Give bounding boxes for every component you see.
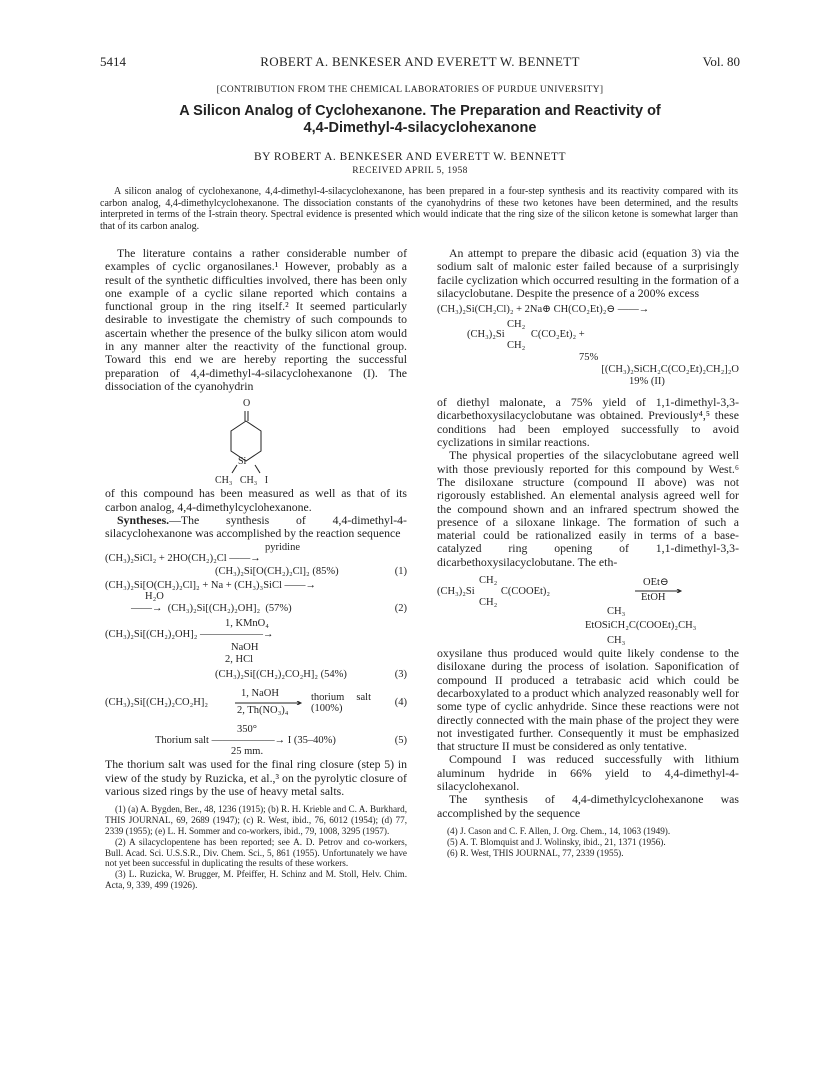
article-title	[100, 103, 740, 137]
left-column	[105, 247, 407, 891]
running-authors: ROBERT A. BENKESER AND EVERETT W. BENNETT	[260, 54, 580, 69]
eq2-number: (2)	[394, 603, 407, 615]
footnote-2: (2) A silacyclopentene has been reported; see A. D. Petrov and co-workers, Bull. Acad. Sci. U.S.S.R., Div. Chem. Sci., 5, 861 (1955). Unfortunately we have not yet been successful in duplicating the results of these workers.	[105, 836, 407, 869]
eq4-product: thorium salt (100%)	[311, 692, 371, 715]
carbon-synthesis-paragraph: The synthesis of 4,4-dimethylcyclohexanone was accomplished by the sequence	[437, 792, 739, 820]
eq3-reactant: (CH₃)₂Si[(CH₂)₂OH]₂ ——————→	[105, 629, 274, 641]
footnotes-right	[437, 826, 739, 858]
eq3-product: (CH₃)₂Si[(CH₂)₂CO₂H]₂ (54%)	[215, 669, 347, 681]
silacyclobutane: (CH₃)₂Si C(CO₂Et)₂ +	[467, 329, 585, 341]
eq4-reactant: (CH₃)₂Si[(CH₂)₂CO₂H]₂	[105, 697, 209, 709]
eq1-number: (1)	[394, 566, 407, 578]
footnotes-left	[105, 804, 407, 890]
cyclization-reactants: (CH₃)₂Si(CH₂Cl)₂ + 2Na⊕ CH(CO₂Et)₂⊖ ——→	[437, 304, 650, 316]
ro-base: OEt⊖	[643, 577, 669, 589]
ro-ch2-top: CH₂	[479, 575, 498, 587]
received-date: RECEIVED APRIL 5, 1958	[352, 166, 468, 176]
syntheses-text: —The synthesis of 4,4-dimethyl-4-silacyclohexanone was accomplished by the reaction sequence	[105, 512, 407, 541]
ro-ch3-top: CH₃	[607, 606, 626, 618]
intro-paragraph: The literature contains a rather considerable number of examples of cyclic organosilanes.¹ However, probably as a result of the synthetic difficulties involved, there has been only one example of a cyclic silane reported which contains a functional group in the ring itself.² It seemed particularly desirable to investigate the chemistry of such compounds to ascertain whether the presence of the bulky silicon atom would in any manner alter the reactivity of the functional group. Toward this end we are hereby reporting the successful preparation of 4,4-dimethyl-4-silacyclohexanone (I). The dissociation of the cyanohydrin	[105, 246, 407, 393]
ring-ch2-top: CH₂	[507, 319, 526, 331]
equation-3	[105, 618, 407, 684]
syntheses-heading: Syntheses.	[117, 512, 170, 527]
equation-2	[105, 580, 407, 616]
ro-reactant: (CH₃)₂Si C(COOEt)₂	[437, 586, 551, 598]
structure-silicon: Si	[238, 456, 247, 468]
ring-opening-equation	[437, 575, 739, 647]
ring-ch2-bottom: CH₂	[507, 340, 526, 352]
contribution-note: [CONTRIBUTION FROM THE CHEMICAL LABORATORIES OF PURDUE UNIVERSITY]	[216, 85, 604, 95]
footnote-4: (4) J. Cason and C. F. Allen, J. Org. Chem., 14, 1063 (1949).	[447, 825, 671, 836]
ro-ch3-bottom: CH₃	[607, 635, 626, 647]
structure-I	[105, 399, 407, 487]
eq3-step2: 2, HCl	[225, 654, 254, 666]
properties-paragraph: The physical properties of the silacyclobutane agreed well with those previously reported for this compound by West.⁶ The disiloxane structure (compound II above) was not rigorously established. An elemental analysis agreed well for the compound shown and an infrared spectrum showed the presence of a siloxane linkage. The formation of such a material could be rationalized easily in terms of a base-catalyzed ring opening of 1,1-dimethyl-3,3-dicarbethoxysilacyclobutane. The eth-	[437, 448, 739, 569]
eq5-temperature: 350°	[237, 724, 257, 736]
eq3-number: (3)	[394, 669, 407, 681]
reduction-paragraph: Compound I was reduced successfully with lithium aluminum hydride in 66% yield to 4,4-dimethyl-4-silacyclohexanol.	[437, 752, 739, 794]
eq5-pressure: 25 mm.	[231, 746, 264, 758]
eq1-catalyst: pyridine	[265, 542, 300, 554]
title-line-1: A Silicon Analog of Cyclohexanone. The Preparation and Reactivity of	[179, 103, 661, 119]
page-number: 5414	[100, 54, 126, 69]
title-line-2: 4,4-Dimethyl-4-silacyclohexanone	[303, 120, 537, 136]
equation-1	[105, 544, 407, 578]
eq1-reactants: (CH₃)₂SiCl₂ + 2HO(CH₂)₂Cl ——→	[105, 553, 261, 565]
abstract: A silicon analog of cyclohexanone, 4,4-dimethyl-4-silacyclohexanone, has been prepared in a four-step synthesis and its reactivity compared with its carbon analog, 4,4-dimethylcyclohexanone. The dissociation constants of the cyanohydrins of these two ketones have been determined, and the results interpreted in terms of the I-strain theory. Spectral evidence is presented which would indicate that the ring size of the silicon ketone is somewhat larger than that of its carbon analog.	[100, 186, 738, 232]
eq3-step1: 1, KMnO₄	[225, 618, 269, 630]
footnote-3: (3) L. Ruzicka, W. Brugger, M. Pfeiffer, H. Schinz and M. Stoll, Helv. Chim. Acta, 9, 339, 499 (1926).	[105, 869, 407, 890]
ro-product: EtOSiCH₂C(COOEt)₂CH₃	[585, 620, 697, 632]
eq3-base: NaOH	[231, 642, 259, 654]
footnote-5: (5) A. T. Blomquist and J. Wolinsky, ibid., 21, 1371 (1956).	[447, 836, 666, 847]
ro-ch2-bottom: CH₂	[479, 597, 498, 609]
structure-methyls: CH₃ CH₃ I	[215, 475, 269, 487]
volume-number: Vol. 80	[702, 54, 740, 69]
eq5-number: (5)	[394, 735, 407, 747]
paragraph-dissociation: of this compound has been measured as well as that of its carbon analog, 4,4-dimethylcyclohexanone.	[105, 486, 407, 514]
malonic-paragraph: An attempt to prepare the dibasic acid (equation 3) via the sodium salt of malonic ester failed because of a surprisingly facile cyclization which occurred resulting in the formation of a silacyclobutane. Despite the presence of a 200% excess	[437, 246, 739, 300]
condensation-paragraph: oxysilane thus produced would quite likely condense to the disiloxane during the process of isolation. Saponification of compound II produced a tetrabasic acid which could be decarboxylated to a product which analyzed reasonably well for some type of cyclic anhydride. Since these reactions were not directly connected with the main phase of the project they were not investigated further. Consequently it must be emphasized that structure II must be considered as only tentative.	[437, 646, 740, 754]
eq2-product: ——→ (CH₃)₂Si[(CH₂)₂OH]₂ (57%)	[131, 603, 292, 615]
footnote-6: (6) R. West, THIS JOURNAL, 77, 2339 (1955).	[447, 847, 624, 858]
eq4-step2: 2, Th(NO₃)₄	[237, 705, 289, 717]
eq2-reactants: (CH₃)₂Si[O(CH₂)₂Cl]₂ + Na + (CH₃)₃SiCl ——→	[105, 580, 317, 592]
eq1-product: (CH₃)₂Si[O(CH₂)₂Cl]₂ (85%)	[215, 566, 339, 578]
cyclization-yield: 75%	[579, 352, 599, 364]
footnote-1: (1) (a) A. Bygden, Ber., 48, 1236 (1915); (b) R. H. Krieble and C. A. Burkhard, THIS JOURNAL, 69, 2689 (1947); (c) R. West, ibid., 76, 6012 (1954); (d) 77, 2339 (1955); (e) L. H. Sommer and co-workers, ibid., 79, 1008, 3295 (1957).	[105, 804, 407, 836]
thorium-paragraph: The thorium salt was used for the final ring closure (step 5) in view of the study by Ruzicka, et al.,³ on the pyrolytic closure of various sized rings by the use of heavy metal salts.	[105, 757, 407, 799]
disiloxane: [(CH₃)₂SiCH₂C(CO₂Et)₂CH₂]₂O	[601, 364, 739, 376]
eq4-step1: 1, NaOH	[241, 688, 279, 700]
disiloxane-yield: 19% (II)	[629, 376, 665, 388]
equation-5	[105, 724, 407, 758]
byline: BY ROBERT A. BENKESER AND EVERETT W. BENNETT	[253, 151, 567, 163]
right-column	[437, 247, 739, 858]
cyclization-equation	[437, 304, 739, 396]
ro-solvent: EtOH	[641, 592, 666, 604]
structure-oxygen: O	[243, 398, 251, 410]
eq2-reagent: H₂O	[145, 591, 164, 603]
equation-4	[105, 688, 407, 718]
eq4-number: (4)	[394, 697, 407, 709]
eq5-reaction: Thorium salt ——————→ I (35–40%)	[155, 735, 336, 747]
yield-paragraph: of diethyl malonate, a 75% yield of 1,1-dimethyl-3,3-dicarbethoxysilacyclobutane was obtained. Previously⁴,⁵ these conditions had been employed successfully to avoid cyclizations in similar reactions.	[437, 395, 739, 450]
syntheses-paragraph	[105, 514, 407, 541]
